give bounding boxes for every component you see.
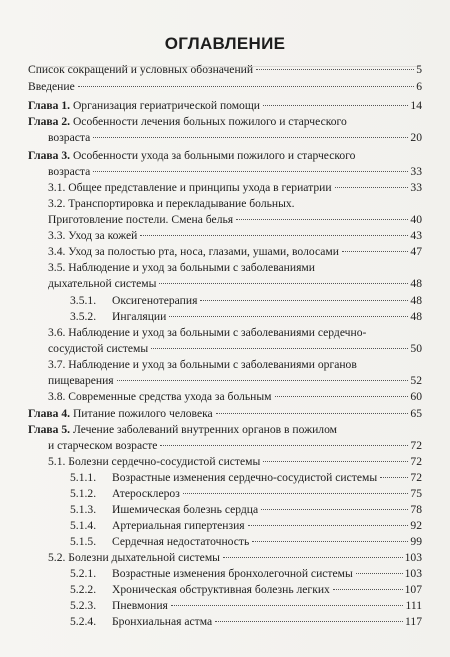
entry-title: 3.3. Уход за кожей: [48, 229, 138, 242]
chapter-label: Глава 5.: [28, 423, 71, 436]
entry-title: Список сокращений и условных обозначений: [28, 63, 254, 76]
toc-entry[interactable]: [48, 213, 422, 227]
toc-entry[interactable]: [48, 197, 295, 211]
entry-title: Организация гериатрической помощи: [72, 99, 260, 112]
entry-title: Артериальная гипертензия: [112, 519, 245, 532]
entry-title: Приготовление постели. Смена белья: [48, 213, 234, 226]
toc-entry[interactable]: [48, 374, 422, 388]
entry-title: Возрастные изменения бронхолегочной системы: [112, 567, 353, 580]
entry-title: 3.6. Наблюдение и уход за больными с заболеваниями сердечно-: [48, 326, 367, 339]
toc-entry[interactable]: [70, 487, 422, 501]
section-number: 3.5.1.: [70, 294, 97, 307]
dot-leader: [263, 461, 408, 462]
entry-title: сосудистой системы: [48, 342, 149, 355]
entry-title: и старческом возрасте: [48, 439, 158, 452]
page-number: 72: [410, 455, 422, 468]
toc-entry[interactable]: [28, 407, 422, 421]
page-number: 40: [410, 213, 422, 226]
chapter-label: Глава 3.: [28, 149, 71, 162]
entry-title: 3.8. Современные средства ухода за больным: [48, 390, 272, 403]
section-number: 5.2.3.: [70, 599, 97, 612]
dot-leader: [275, 396, 409, 397]
page-number: 52: [410, 374, 422, 387]
dot-leader: [252, 541, 408, 542]
toc-entry[interactable]: [70, 471, 422, 485]
section-number: 5.2.4.: [70, 615, 97, 628]
page-number: 47: [410, 245, 422, 258]
page-number: 72: [410, 471, 422, 484]
dot-leader: [236, 219, 408, 220]
dot-leader: [200, 300, 408, 301]
toc-entry[interactable]: [28, 149, 355, 163]
entry-title: Введение: [28, 80, 75, 93]
entry-title: Сердечная недостаточность: [112, 535, 250, 548]
dot-leader: [169, 316, 408, 317]
page-number: 48: [410, 277, 422, 290]
entry-title: Оксигенотерапия: [112, 294, 198, 307]
dot-leader: [342, 251, 408, 252]
section-number: 5.1.4.: [70, 519, 97, 532]
entry-title: возраста: [48, 165, 91, 178]
page-number: 103: [404, 567, 422, 580]
section-number: 5.1.3.: [70, 503, 97, 516]
dot-leader: [171, 605, 404, 606]
page-number: 48: [410, 310, 422, 323]
page-number: 72: [410, 439, 422, 452]
dot-leader: [248, 525, 409, 526]
toc-entry[interactable]: [48, 342, 422, 356]
dot-leader: [263, 105, 408, 106]
toc-entry[interactable]: [28, 63, 422, 77]
dot-leader: [223, 557, 403, 558]
entry-title: 5.1. Болезни сердечно-сосудистой системы: [48, 455, 261, 468]
dot-leader: [160, 445, 408, 446]
dot-leader: [117, 380, 409, 381]
toc-entry[interactable]: [28, 115, 347, 129]
dot-leader: [256, 69, 414, 70]
entry-title: Пневмония: [112, 599, 168, 612]
dot-leader: [140, 235, 408, 236]
toc-entry[interactable]: [70, 567, 422, 581]
page-number: 75: [410, 487, 422, 500]
entry-title: Атеросклероз: [112, 487, 180, 500]
dot-leader: [151, 348, 408, 349]
entry-title: 3.4. Уход за полостью рта, носа, глазами, ушами, волосами: [48, 245, 339, 258]
section-number: 5.2.1.: [70, 567, 97, 580]
entry-title: Питание пожилого человека: [72, 407, 213, 420]
dot-leader: [333, 589, 403, 590]
page-number: 5: [416, 63, 422, 76]
page-number: 6: [416, 80, 422, 93]
toc-entry[interactable]: [70, 503, 422, 517]
page-number: 78: [410, 503, 422, 516]
entry-title: 3.5. Наблюдение и уход за больными с заболеваниями: [48, 261, 315, 274]
entry-title: Ингаляции: [112, 310, 167, 323]
toc-entry[interactable]: [70, 583, 422, 597]
dot-leader: [356, 573, 403, 574]
toc-entry[interactable]: [48, 229, 422, 243]
page-title: ОГЛАВЛЕНИЕ: [164, 34, 286, 53]
entry-title: дыхательной системы: [48, 277, 157, 290]
toc-entry[interactable]: [28, 99, 422, 113]
dot-leader: [93, 171, 408, 172]
toc-entry[interactable]: [48, 390, 422, 404]
chapter-label: Глава 1.: [28, 99, 71, 112]
toc-entry[interactable]: [48, 277, 422, 291]
entry-title: возраста: [48, 131, 91, 144]
entry-title: пищеварения: [48, 374, 114, 387]
toc-entry[interactable]: [70, 519, 422, 533]
toc-entry[interactable]: [48, 245, 422, 259]
page-number: 92: [410, 519, 422, 532]
page-number: 14: [410, 99, 422, 112]
chapter-label: Глава 2.: [28, 115, 71, 128]
section-number: 5.1.5.: [70, 535, 97, 548]
page-number: 48: [410, 294, 422, 307]
page-number: 50: [410, 342, 422, 355]
page-number: 65: [410, 407, 422, 420]
dot-leader: [335, 187, 409, 188]
section-number: 5.1.1.: [70, 471, 97, 484]
entry-title: 3.2. Транспортировка и перекладывание больных.: [48, 197, 295, 210]
toc-entry[interactable]: [48, 455, 422, 469]
section-number: 5.2.2.: [70, 583, 97, 596]
page-number: 103: [404, 551, 422, 564]
page-number: 20: [410, 131, 422, 144]
toc-entry[interactable]: [28, 423, 337, 437]
entry-title: Ишемическая болезнь сердца: [112, 503, 259, 516]
toc-entry[interactable]: [70, 294, 422, 308]
page-number: 99: [410, 535, 422, 548]
toc-entry[interactable]: [70, 599, 422, 613]
dot-leader: [261, 509, 408, 510]
entry-title: Особенности лечения больных пожилого и старческого: [72, 115, 347, 128]
page-number: 117: [405, 615, 422, 628]
page-number: 107: [404, 583, 422, 596]
toc-entry[interactable]: [48, 326, 366, 340]
page-number: 43: [410, 229, 422, 242]
entry-title: Бронхиальная астма: [112, 615, 213, 628]
page-number: 111: [405, 599, 422, 612]
entry-title: Особенности ухода за больными пожилого и старческого: [72, 149, 356, 162]
toc-entry[interactable]: [48, 358, 357, 372]
entry-title: 5.2. Болезни дыхательной системы: [48, 551, 220, 564]
page-number: 33: [410, 181, 422, 194]
toc-entry[interactable]: [48, 439, 422, 453]
section-number: 3.5.2.: [70, 310, 97, 323]
chapter-label: Глава 4.: [28, 407, 71, 420]
page-number: 33: [410, 165, 422, 178]
entry-title: 3.7. Наблюдение и уход за больными с заболеваниями органов: [48, 358, 357, 371]
entry-title: 3.1. Общее представление и принципы ухода в гериатрии: [48, 181, 332, 194]
dot-leader: [93, 137, 408, 138]
dot-leader: [380, 477, 408, 478]
toc-entry[interactable]: [28, 80, 422, 94]
toc-entry[interactable]: [48, 551, 422, 565]
toc-entry[interactable]: [48, 131, 422, 145]
dot-leader: [183, 493, 409, 494]
toc-entry[interactable]: [70, 310, 422, 324]
entry-title: Лечение заболеваний внутренних органов в пожилом: [72, 423, 337, 436]
dot-leader: [159, 283, 408, 284]
dot-leader: [78, 86, 414, 87]
toc-entry[interactable]: [48, 261, 315, 275]
section-number: 5.1.2.: [70, 487, 97, 500]
toc-entry[interactable]: [70, 615, 422, 629]
toc-entry[interactable]: [48, 165, 422, 179]
entry-title: Хроническая обструктивная болезнь легких: [112, 583, 330, 596]
toc-entry[interactable]: [70, 535, 422, 549]
dot-leader: [215, 621, 403, 622]
dot-leader: [216, 413, 409, 414]
toc-entry[interactable]: [48, 181, 422, 195]
entry-title: Возрастные изменения сердечно-сосудистой системы: [112, 471, 378, 484]
page-number: 60: [410, 390, 422, 403]
